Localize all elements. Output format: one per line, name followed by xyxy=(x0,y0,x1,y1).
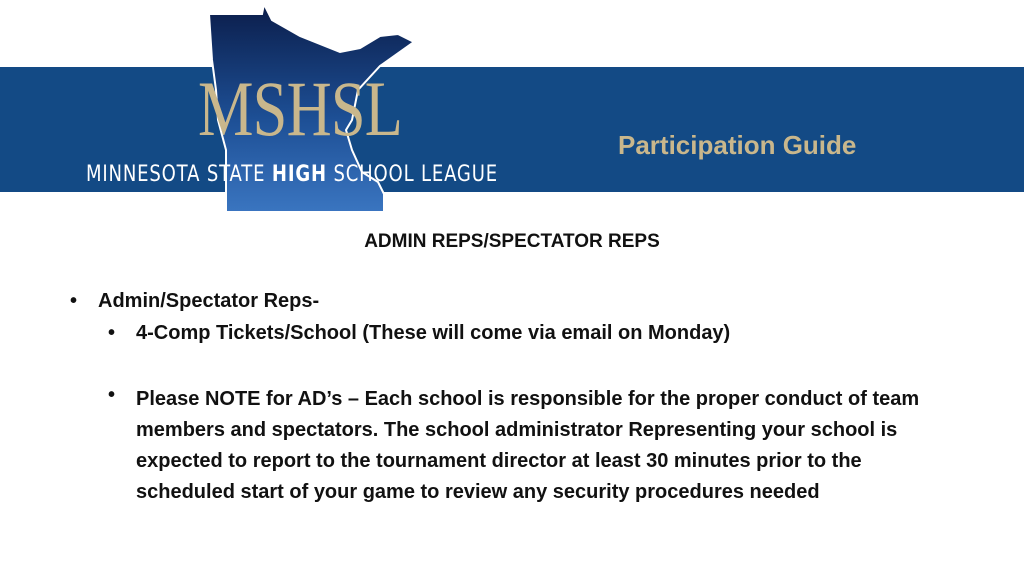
league-name-part1: MINNESOTA STATE xyxy=(86,162,272,187)
league-name-part2: SCHOOL LEAGUE xyxy=(326,162,498,187)
sub-bullet-text: Please NOTE for AD’s – Each school is responsible for the proper conduct of team members and spectators. The school administrator Representing your school is expected to report to the tournament director at least 30 minutes prior to the scheduled start of your game to review any security procedures needed xyxy=(136,388,920,503)
league-name xyxy=(86,162,498,188)
sub-bullet-text: 4-Comp Tickets/School (These will come via email on Monday) xyxy=(136,322,731,344)
logo-abbrev: MSHSL xyxy=(198,65,403,152)
bullet-dot: • xyxy=(108,322,116,344)
league-name-bold: HIGH xyxy=(271,162,327,187)
bullet-dot: • xyxy=(70,290,78,312)
slide-heading: ADMIN REPS/SPECTATOR REPS xyxy=(364,231,660,252)
guide-title: Participation Guide xyxy=(618,130,857,160)
bullet-label: Admin/Spectator Reps- xyxy=(98,290,320,312)
bullet-dot: • xyxy=(108,384,116,406)
mshsl-logo xyxy=(0,0,560,220)
